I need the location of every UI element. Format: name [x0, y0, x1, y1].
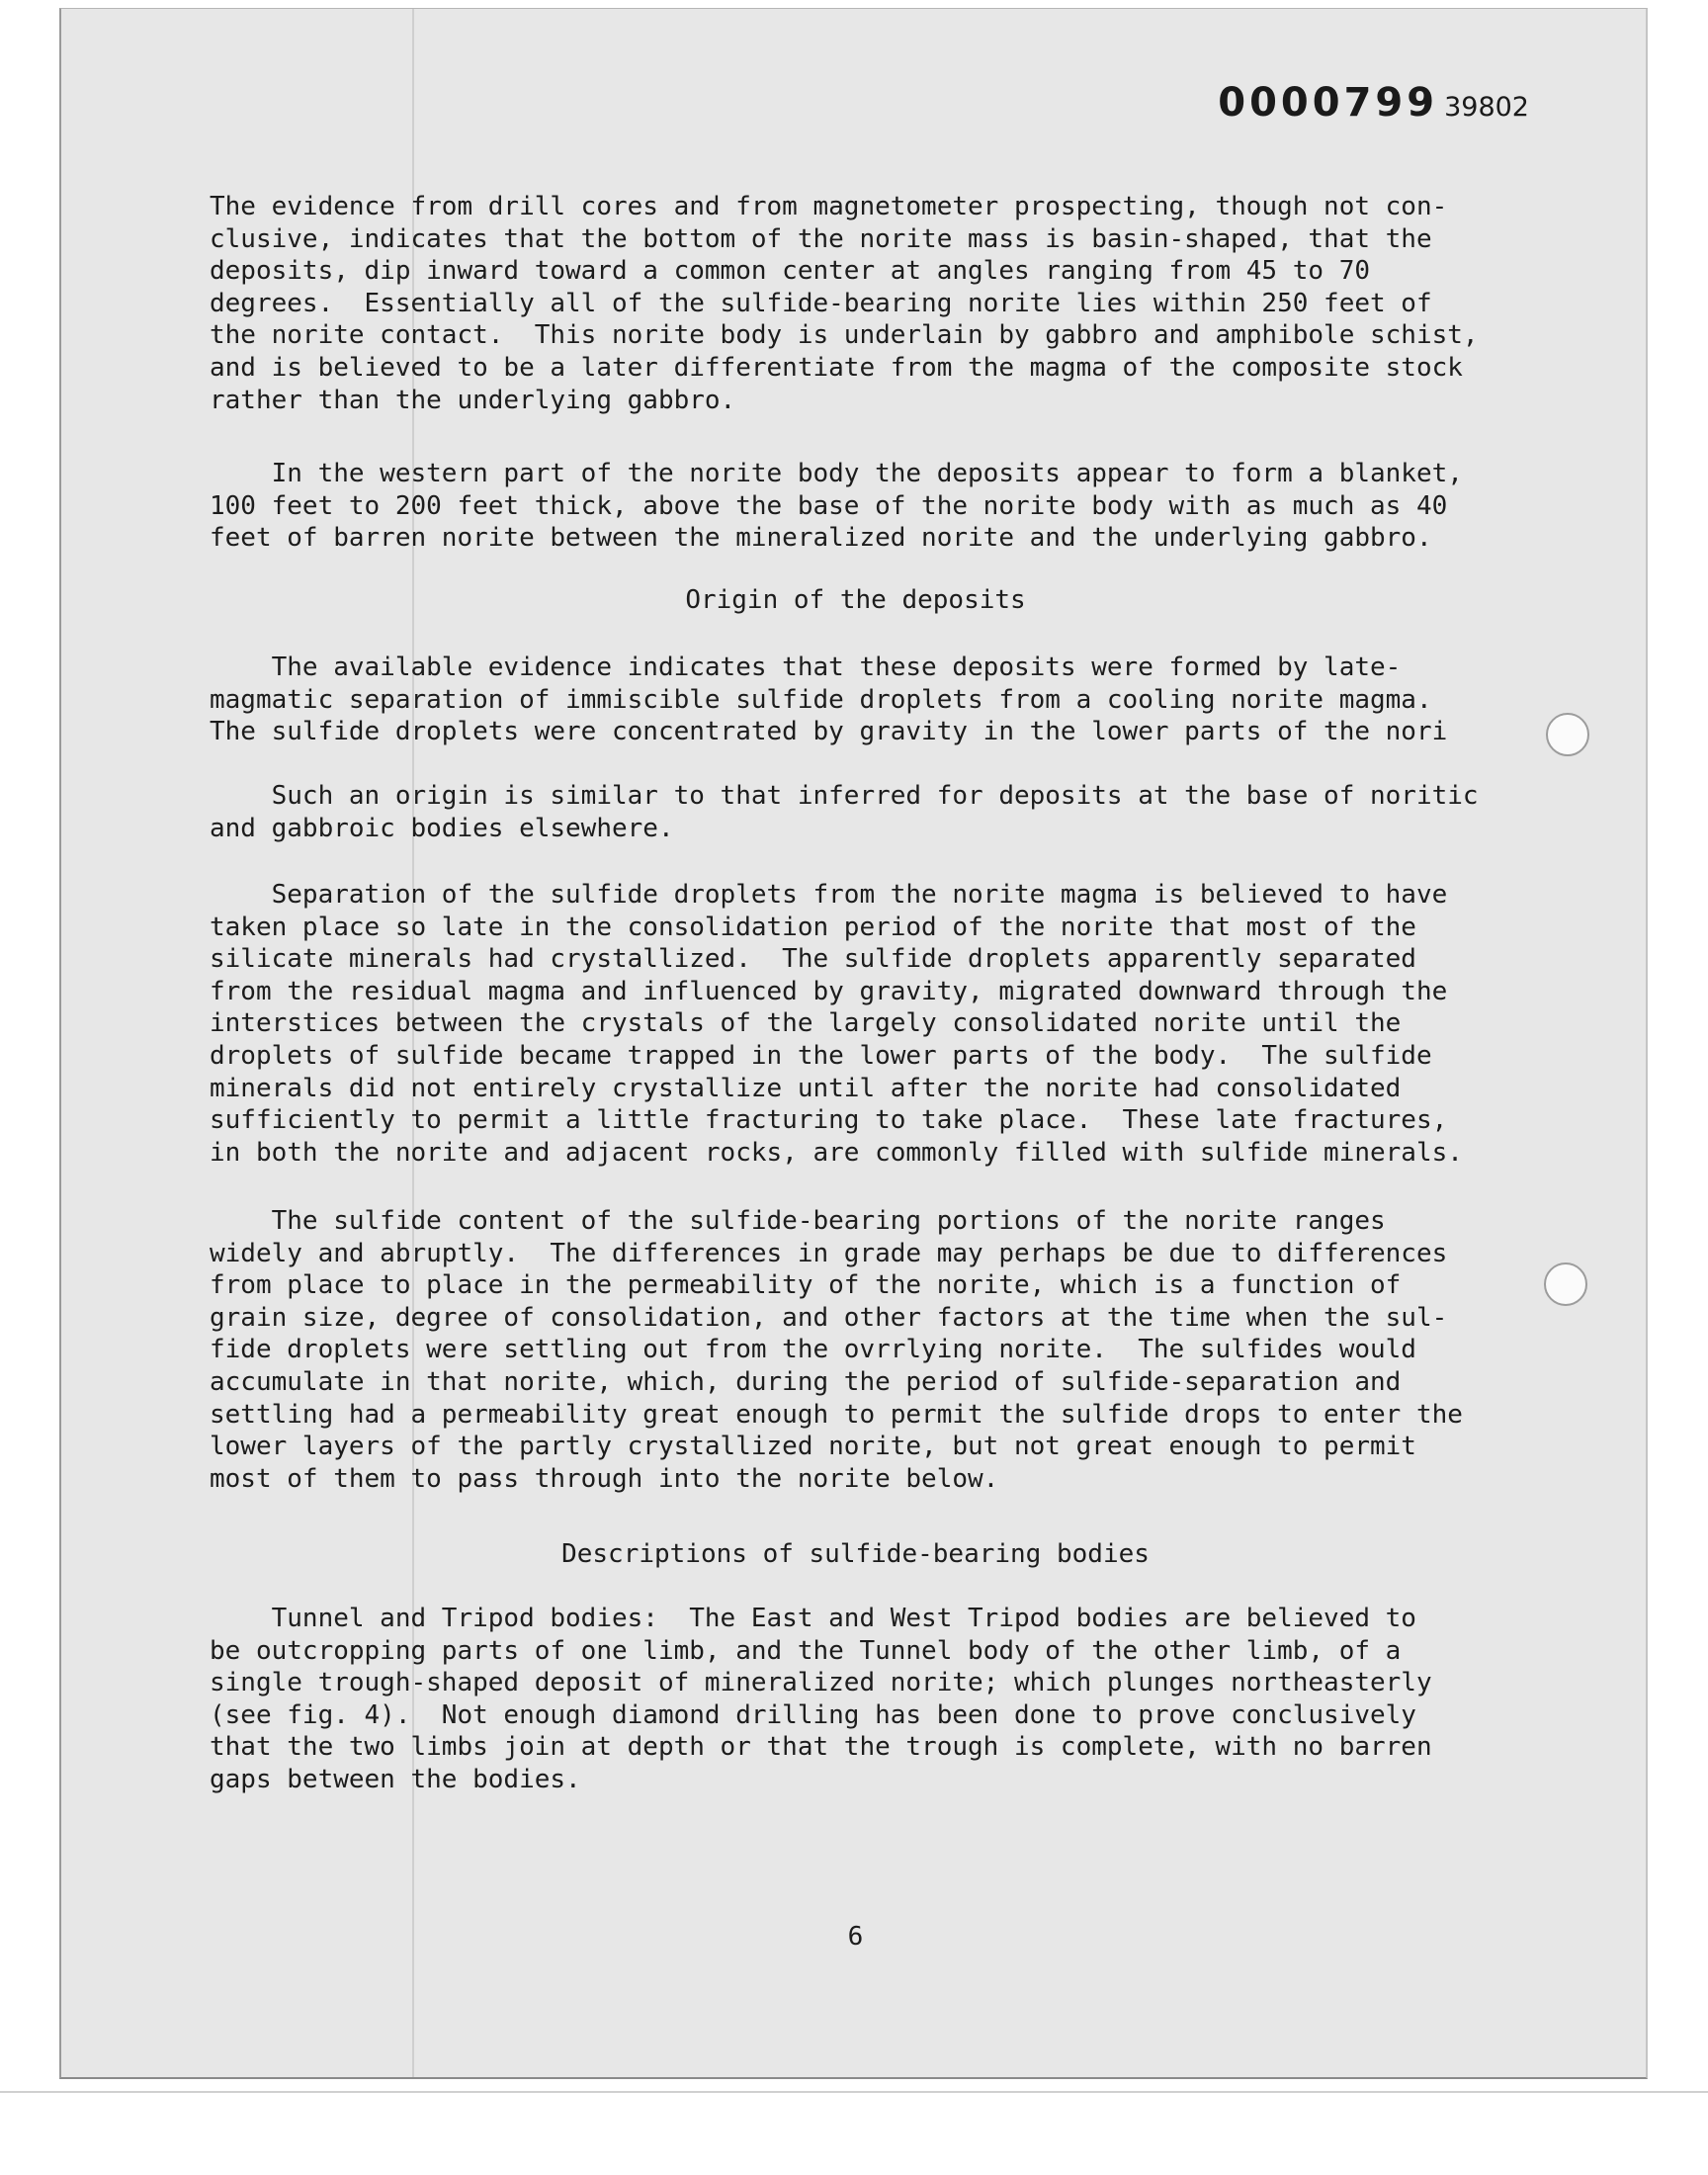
punch-hole-upper: [1546, 713, 1589, 756]
text-line: magmatic separation of immiscible sulfide droplets from a cooling norite magma.: [210, 684, 1432, 715]
scan-edge: [0, 2091, 1708, 2093]
text-line: and is believed to be a later differentiate from the magma of the composite stock: [210, 352, 1463, 383]
text-line: that the two limbs join at depth or that the trough is complete, with no barren: [210, 1732, 1432, 1763]
text-line: The sulfide content of the sulfide-bearing portions of the norite ranges: [210, 1206, 1386, 1236]
text-line: rather than the underlying gabbro.: [210, 385, 736, 415]
text-line: Such an origin is similar to that inferred for deposits at the base of noritic: [210, 781, 1479, 811]
paragraph-similar-origin: [210, 780, 1593, 844]
text-line: droplets of sulfide became trapped in the lower parts of the body. The sulfide: [210, 1040, 1432, 1071]
text-line: lower layers of the partly crystallized norite, but not great enough to permit: [210, 1432, 1416, 1462]
paragraph-basin-evidence: [210, 191, 1593, 416]
text-line: grain size, degree of consolidation, and other factors at the time when the sul-: [210, 1302, 1448, 1333]
paragraph-tunnel-tripod: [210, 1603, 1593, 1796]
text-line: interstices between the crystals of the largely consolidated norite until the: [210, 1008, 1402, 1039]
text-line: The evidence from drill cores and from magnetometer prospecting, though not con-: [210, 192, 1448, 221]
text-line: accumulate in that norite, which, during the period of sulfide-separation and: [210, 1366, 1402, 1397]
text-line: silicate minerals had crystallized. The sulfide droplets apparently separated: [210, 944, 1416, 975]
text-line: the norite contact. This norite body is underlain by gabbro and amphibole schist,: [210, 320, 1479, 351]
paragraph-separation: [210, 879, 1593, 1169]
document-number-main: 0000799: [1218, 80, 1439, 126]
text-line: clusive, indicates that the bottom of the norite mass is basin-shaped, that the: [210, 223, 1432, 254]
punch-hole-lower: [1544, 1262, 1587, 1306]
heading-descriptions: Descriptions of sulfide-bearing bodies: [561, 1539, 1150, 1569]
text-line: from the residual magma and influenced by gravity, migrated downward through the: [210, 976, 1448, 1006]
paragraph-available-evidence: [210, 652, 1593, 748]
text-line: fide droplets were settling out from the ovrrlying norite. The sulfides would: [210, 1335, 1416, 1365]
text-line: from place to place in the permeability of the norite, which is a function of: [210, 1270, 1402, 1301]
page-number: 6: [847, 1922, 864, 1952]
text-line: widely and abruptly. The differences in grade may perhaps be due to differences: [210, 1238, 1448, 1268]
document-number-secondary: 39802: [1444, 92, 1529, 123]
text-line: (see fig. 4). Not enough diamond drilling has been done to prove conclusively: [210, 1699, 1416, 1730]
text-line: In the western part of the norite body the deposits appear to form a blanket,: [210, 459, 1463, 488]
text-line: The sulfide droplets were concentrated by gravity in the lower parts of the nori: [210, 717, 1448, 747]
text-line: sufficiently to permit a little fracturing to take place. These late fractures,: [210, 1105, 1448, 1136]
text-line: Tunnel and Tripod bodies: The East and West Tripod bodies are believed to: [210, 1604, 1416, 1633]
text-line: be outcropping parts of one limb, and the Tunnel body of the other limb, of a: [210, 1635, 1402, 1666]
paragraph-western-blanket: [210, 458, 1593, 555]
text-line: deposits, dip inward toward a common center at angles ranging from 45 to 70: [210, 256, 1370, 287]
document-number: [1218, 80, 1529, 126]
text-line: feet of barren norite between the mineralized norite and the underlying gabbro.: [210, 523, 1432, 554]
text-line: gaps between the bodies.: [210, 1764, 581, 1794]
text-line: minerals did not entirely crystallize until after the norite had consolidated: [210, 1073, 1402, 1103]
text-line: most of them to pass through into the norite below.: [210, 1463, 999, 1494]
text-line: The available evidence indicates that these deposits were formed by late-: [210, 652, 1402, 682]
text-line: degrees. Essentially all of the sulfide-bearing norite lies within 250 feet of: [210, 288, 1432, 318]
text-line: settling had a permeability great enough to permit the sulfide drops to enter the: [210, 1399, 1463, 1430]
paragraph-sulfide-content: [210, 1205, 1593, 1495]
heading-origin-of-deposits: Origin of the deposits: [685, 585, 1026, 615]
text-line: taken place so late in the consolidation period of the norite that most of the: [210, 912, 1416, 942]
text-line: in both the norite and adjacent rocks, are commonly filled with sulfide minerals.: [210, 1137, 1463, 1168]
text-line: single trough-shaped deposit of mineralized norite; which plunges northeasterly: [210, 1668, 1432, 1698]
text-line: Separation of the sulfide droplets from the norite magma is believed to have: [210, 880, 1448, 910]
text-line: 100 feet to 200 feet thick, above the base of the norite body with as much as 40: [210, 490, 1448, 521]
text-line: and gabbroic bodies elsewhere.: [210, 813, 674, 843]
document-page: [59, 8, 1648, 2079]
